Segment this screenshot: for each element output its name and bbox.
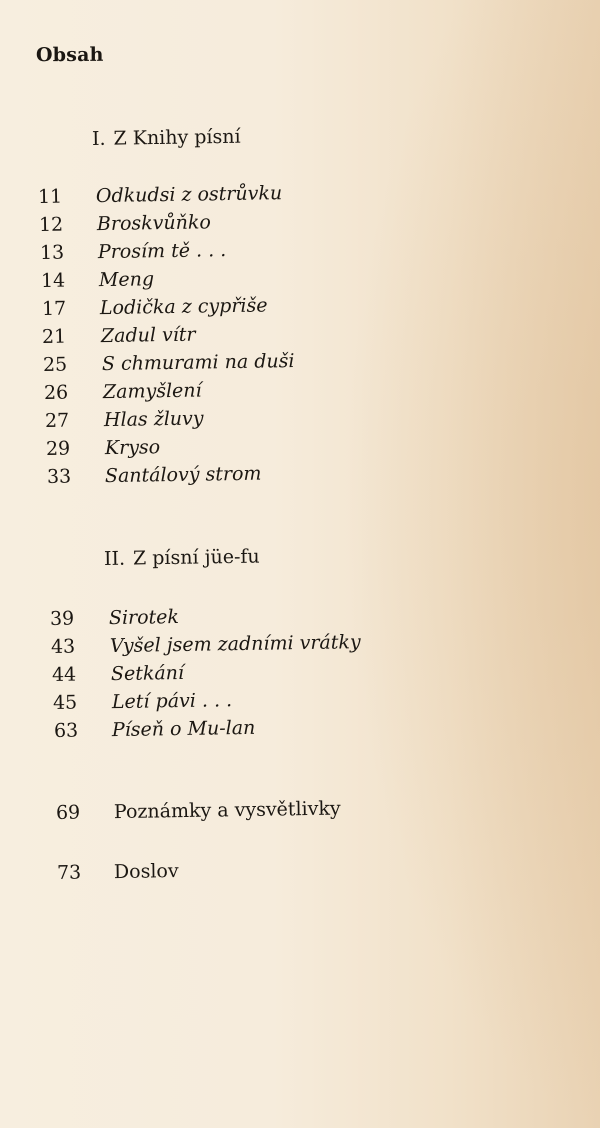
entry-page-number: 43	[50, 635, 76, 658]
entry-title: Sirotek	[108, 605, 180, 630]
entry-title: Santálový strom	[104, 462, 262, 488]
section-title-1	[92, 126, 241, 150]
entry-title: Píseň o Mu-lan	[111, 716, 256, 742]
entry-title: Hlas žluvy	[103, 407, 204, 432]
entry-page-number: 14	[40, 269, 66, 292]
entry-page-number: 29	[45, 437, 71, 460]
entry-page-number: 11	[37, 185, 63, 208]
entry-title: Broskvůňko	[96, 211, 212, 236]
entry-title: Setkání	[110, 661, 185, 686]
entry-title: Zamyšlení	[102, 379, 202, 404]
section-numeral: I.	[91, 127, 106, 150]
entry-page-number: 45	[52, 691, 78, 714]
entry-page-number: 63	[53, 719, 79, 742]
section-numeral: II.	[103, 547, 126, 570]
entry-title: Kryso	[104, 436, 161, 460]
entry-page-number: 13	[39, 241, 65, 264]
entry-page-number: 12	[38, 213, 64, 236]
entry-title: Lodička z cypřiše	[99, 294, 268, 320]
section-title-text: Z písní jüe-fu	[132, 545, 260, 570]
entry-page-number: 44	[51, 663, 77, 686]
entry-page-number: 21	[41, 325, 67, 348]
entry-page-number: 33	[46, 465, 72, 488]
entry-page-number: 69	[55, 801, 81, 824]
entry-title: Doslov	[113, 860, 179, 884]
entry-title: Meng	[98, 268, 155, 292]
page-heading: Obsah	[35, 43, 104, 67]
entry-title: Vyšel jsem zadními vrátky	[109, 631, 361, 658]
entry-title: Prosím tě . . .	[97, 239, 227, 264]
entry-page-number: 17	[41, 297, 67, 320]
entry-title: Poznámky a vysvětlivky	[113, 797, 341, 824]
entry-title: Zadul vítr	[100, 323, 196, 348]
entry-title: Odkudsi z ostrůvku	[95, 182, 283, 208]
entry-title: S chmurami na duši	[101, 350, 295, 376]
entry-page-number: 39	[49, 607, 75, 630]
entry-page-number: 27	[44, 409, 70, 432]
section-title-text: Z Knihy písní	[113, 125, 241, 150]
entry-page-number: 25	[42, 353, 68, 376]
entry-title: Letí pávi . . .	[111, 689, 233, 714]
section-title-2	[104, 546, 260, 570]
entry-page-number: 73	[56, 861, 82, 884]
entry-page-number: 26	[43, 381, 69, 404]
